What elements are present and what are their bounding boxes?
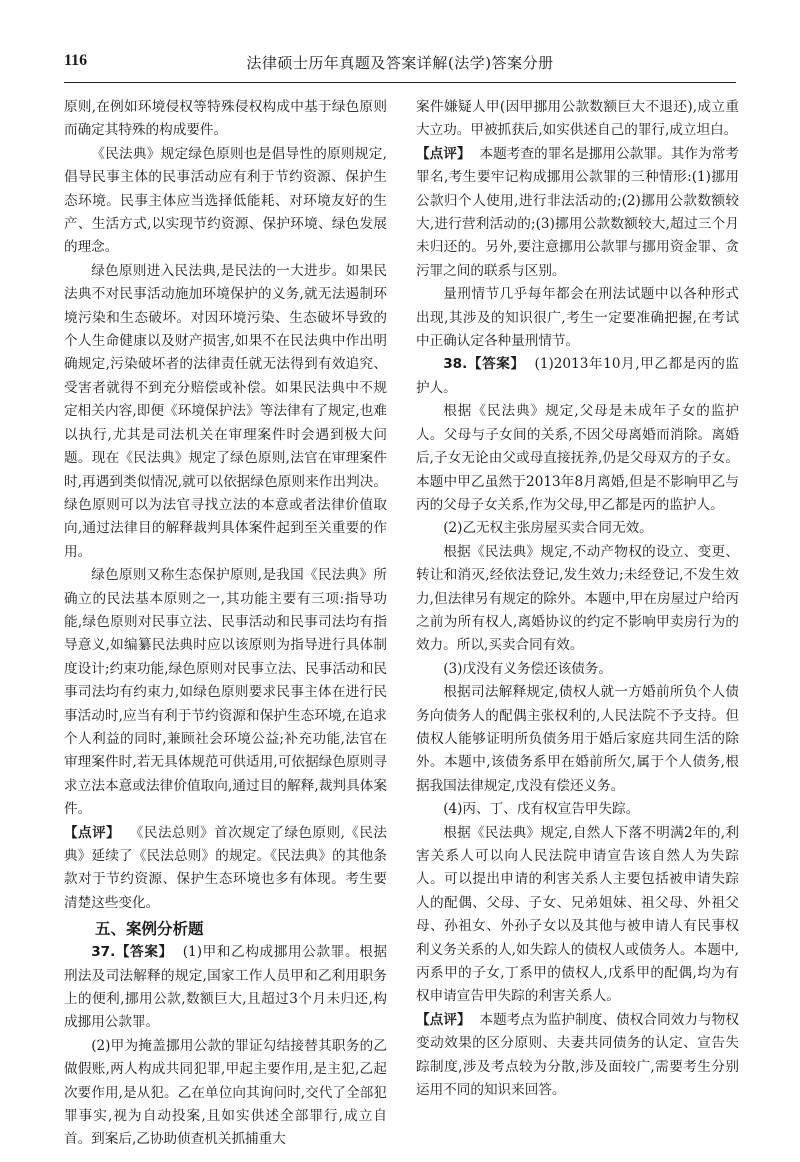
comment-label: 【点评】 — [64, 824, 121, 841]
comment-text: 本题考点为监护制度、债权合同效力与物权变动效果的区分原则、夫妻共同债务的认定、宣告失踪制度,涉及考点较为分散,涉及面较广,需要考生分别运用不同的知识来回答。 — [416, 1011, 739, 1099]
comment-paragraph — [416, 143, 739, 283]
answer-paragraph — [64, 941, 387, 1035]
right-column — [416, 96, 739, 1102]
paragraph: 绿色原则又称生态保护原则,是我国《民法典》所确立的民法基本原则之一,其功能主要有三项:指导功能,绿色原则对民事立法、民事活动和民事司法均有指导意义,如编纂民法典时应以该原则为指导进行具体制度设计;约束功能,绿色原则对民事立法、民事活动和民事司法均有约束力,如绿色原则要求民事主体在进行民事活动时,应当有利于节约资源和保护生态环境,在追求个人利益的同时,兼顾社会环境公益;补充功能,法官在审理案件时,若无具体规范可供适用,可依据绿色原则寻求立法本意或法律价值取向,通过目的解释,裁判具体案件。 — [64, 567, 387, 818]
comment-label: 【点评】 — [416, 145, 471, 162]
comment-paragraph — [64, 822, 387, 916]
paragraph: 根据《民法典》规定,自然人下落不明满2年的,利害关系人可以向人民法院申请宣告该自然人为失踪人。可以提出申请的利害关系人主要包括被申请失踪人的配偶、父母、子女、兄弟姐妹、祖父母、外祖父母、孙祖女、外孙子女以及其他与被申请人有民事权利义务关系的人,如失踪人的债权人或债务人。本题中,丙系甲的子女,丁系甲的债权人,戊系甲的配偶,均为有权申请宣告甲失踪的利害关系人。 — [416, 824, 739, 1005]
paragraph: (3)戊没有义务偿还该债务。 — [443, 660, 612, 677]
paragraph: (4)丙、丁、戊有权宣告甲失踪。 — [443, 801, 640, 818]
comment-label: 【点评】 — [416, 1011, 471, 1028]
page-header — [64, 50, 736, 78]
paragraph: 原则,在例如环境侵权等特殊侵权构成中基于绿色原则而确定其特殊的构成要件。 — [64, 99, 387, 139]
page-number: 116 — [64, 52, 88, 69]
paragraph: 量刑情节几乎每年都会在刑法试题中以各种形式出现,其涉及的知识很广,考生一定要准确把握,在考试中正确认定各种量刑情节。 — [416, 286, 739, 350]
comment-text: 《民法总则》首次规定了绿色原则,《民法典》延续了《民法总则》的规定。《民法典》的其他条款对于节约资源、保护生态环境也多有体现。考生要清楚这些变化。 — [64, 824, 387, 911]
paragraph: 绿色原则进入民法典,是民法的一大进步。如果民法典不对民事活动施加环境保护的义务,就无法遏制环境污染和生态破坏。对因环境污染、生态破坏导致的个人生命健康以及财产损害,如果不在民法典中作出明确规定,污染破坏者的法律责任就无法得到有效追究、受害者就得不到充分赔偿或补偿。如果民法典中不规定相关内容,即便《环境保护法》等法律有了规定,也难以执行,尤其是司法机关在审理案件时会遇到极大问题。现在《民法典》规定了绿色原则,法官在审理案件时,再遇到类似情况,就可以依据绿色原则来作出判决。绿色原则可以为法官寻找立法的本意或者法律价值取向,通过法律目的解释裁判具体案件起到至关重要的作用。 — [64, 262, 387, 560]
left-column — [64, 96, 387, 1152]
answer-label: 38.【答案】 — [443, 356, 525, 373]
paragraph: (2)甲为掩盖挪用公款的罪证勾结接替其职务的乙做假账,两人构成共同犯罪,甲起主要作用,是主犯,乙起次要作用,是从犯。乙在单位向其询问时,交代了全部犯罪事实,视为自动投案,且如实供述全部罪行,成立自首。到案后,乙协助侦查机关抓捕重大 — [64, 1037, 387, 1148]
answer-paragraph — [416, 353, 739, 400]
comment-paragraph — [416, 1009, 739, 1103]
answer-text: (1)甲和乙构成挪用公款罪。根据刑法及司法解释的规定,国家工作人员甲和乙利用职务上的便利,挪用公款,数额巨大,且超过3个月未归还,构成挪用公款罪。 — [64, 944, 387, 1031]
comment-text: 本题考查的罪名是挪用公款罪。其作为常考罪名,考生要牢记构成挪用公款罪的三种情形:(1)挪用公款归个人使用,进行非法活动的;(2)挪用公款数额较大,进行营利活动的;(3)挪用公款数额较大,超过三个月未归还的。另外,要注意挪用公款罪与挪用资金罪、贪污罪之间的联系与区别。 — [416, 145, 739, 279]
header-rule — [64, 82, 736, 83]
paragraph: 根据司法解释规定,债权人就一方婚前所负个人债务向债务人的配偶主张权利的,人民法院不予支持。但债权人能够证明所负债务用于婚后家庭共同生活的除外。本题中,该债务系甲在婚前所欠,属于个人债务,根据我国法律规定,戊没有偿还义务。 — [416, 684, 739, 794]
paragraph: 《民法典》规定绿色原则也是倡导性的原则规定,倡导民事主体的民事活动应有利于节约资源、保护生态环境。民事主体应当选择低能耗、对环境友好的生产、生活方式,以实现节约资源、保护环境、绿色发展的理念。 — [64, 145, 387, 256]
section-title: 五、案例分析题 — [95, 920, 204, 939]
answer-label: 37.【答案】 — [91, 944, 173, 961]
paragraph: 根据《民法典》规定,不动产物权的设立、变更、转让和消灭,经依法登记,发生效力;未经登记,不发生效力,但法律另有规定的除外。本题中,甲在房屋过户给丙之前为所有权人,离婚协议的约定不影响甲卖房行为的效力。所以,买卖合同有效。 — [416, 543, 739, 654]
paragraph: 根据《民法典》规定,父母是未成年子女的监护人。父母与子女间的关系,不因父母离婚而消除。离婚后,子女无论由父或母直接抚养,仍是父母双方的子女。本题中甲乙虽然于2013年8月离婚,但是不影响甲乙与丙的父母子女关系,作为父母,甲乙都是丙的监护人。 — [416, 403, 739, 513]
paragraph: 案件嫌疑人甲(因甲挪用公款数额巨大不退还),成立重大立功。甲被抓获后,如实供述自己的罪行,成立坦白。 — [416, 99, 739, 139]
paragraph: (2)乙无权主张房屋买卖合同无效。 — [443, 520, 653, 537]
answer-text: (1)2013年10月,甲乙都是丙的监护人。 — [416, 356, 739, 396]
running-title: 法律硕士历年真题及答案详解(法学)答案分册 — [246, 54, 554, 72]
